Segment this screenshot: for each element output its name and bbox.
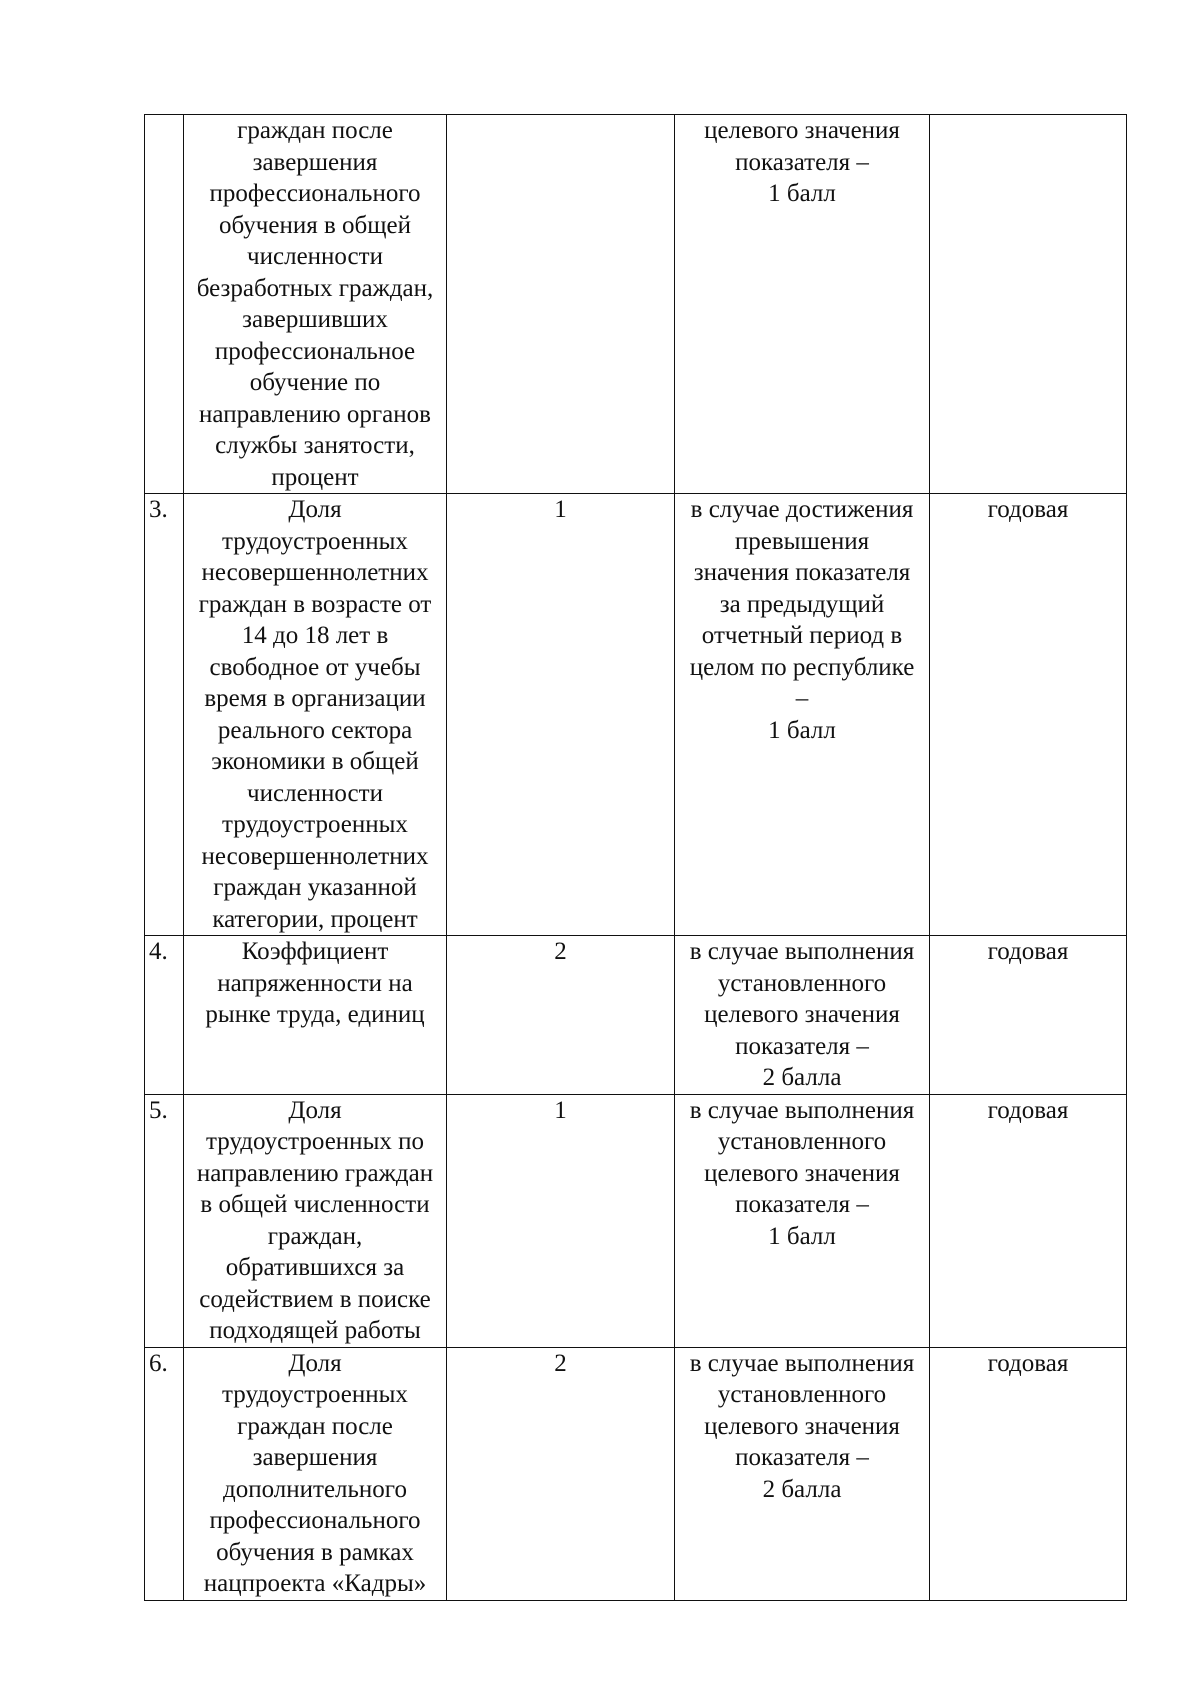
indicator-cell — [184, 1094, 447, 1347]
condition-text: целевого значения показателя – 1 балл — [704, 117, 900, 207]
periodicity-cell — [930, 1347, 1127, 1600]
table-row — [145, 936, 1127, 1095]
row-number-cell — [145, 494, 184, 936]
condition-text: в случае выполнения установленного целевого значения показателя – 2 балла — [689, 938, 915, 1091]
indicator-text: граждан после завершения профессионального обучения в общей численности безработных граждан, завершивших профессиональное обучение по направлению органов службы занятости, процент — [196, 117, 434, 491]
table-row — [145, 1094, 1127, 1347]
table-row — [145, 1347, 1127, 1600]
points-cell — [447, 115, 675, 494]
points-cell — [447, 494, 675, 936]
indicator-text: Коэффициент напряженности на рынке труда, единиц — [205, 938, 425, 1028]
row-number: 4. — [149, 938, 168, 965]
condition-cell — [675, 1347, 930, 1600]
row-number: 3. — [149, 496, 168, 523]
periodicity-text: годовая — [987, 1096, 1069, 1124]
indicator-text: Доля трудоустроенных по направлению граждан в общей численности граждан, обратившихся за содействием в поиске подходящей работы — [196, 1096, 434, 1344]
indicators-table — [144, 114, 1127, 1601]
condition-text: в случае выполнения установленного целевого значения показателя – 1 балл — [689, 1096, 915, 1250]
points-value: 1 — [554, 1096, 567, 1124]
condition-text: в случае достижения превышения значения показателя за предыдущий отчетный период в целом по республике – 1 балл — [689, 496, 915, 744]
points-cell — [447, 936, 675, 1095]
points-value: 2 — [554, 938, 567, 965]
row-number: 5. — [149, 1096, 168, 1124]
points-value: 2 — [554, 1349, 567, 1377]
indicator-text: Доля трудоустроенных несовершеннолетних граждан в возрасте от 14 до 18 лет в свободное от учебы время в организации реального сектора экономики в общей численности трудоустроенных несовершеннолетних граждан указанной категории, процент — [198, 496, 432, 933]
indicator-cell — [184, 1347, 447, 1600]
table-row — [145, 115, 1127, 494]
indicator-cell — [184, 115, 447, 494]
indicator-cell — [184, 936, 447, 1095]
points-value: 1 — [554, 496, 567, 523]
periodicity-text: годовая — [987, 1349, 1069, 1377]
periodicity-cell — [930, 1094, 1127, 1347]
row-number: 6. — [149, 1349, 168, 1377]
indicator-cell — [184, 494, 447, 936]
periodicity-text: годовая — [987, 496, 1069, 523]
periodicity-cell — [930, 115, 1127, 494]
condition-cell — [675, 1094, 930, 1347]
periodicity-cell — [930, 936, 1127, 1095]
row-number-cell — [145, 115, 184, 494]
indicator-text: Доля трудоустроенных граждан после завершения дополнительного профессионального обучения в рамках нацпроекта «Кадры» — [203, 1349, 427, 1597]
periodicity-text: годовая — [987, 938, 1069, 965]
condition-cell — [675, 936, 930, 1095]
points-cell — [447, 1094, 675, 1347]
condition-text: в случае выполнения установленного целевого значения показателя – 2 балла — [689, 1349, 915, 1503]
condition-cell — [675, 115, 930, 494]
points-cell — [447, 1347, 675, 1600]
condition-cell — [675, 494, 930, 936]
periodicity-cell — [930, 494, 1127, 936]
row-number-cell — [145, 1094, 184, 1347]
row-number-cell — [145, 1347, 184, 1600]
row-number-cell — [145, 936, 184, 1095]
table-row — [145, 494, 1127, 936]
